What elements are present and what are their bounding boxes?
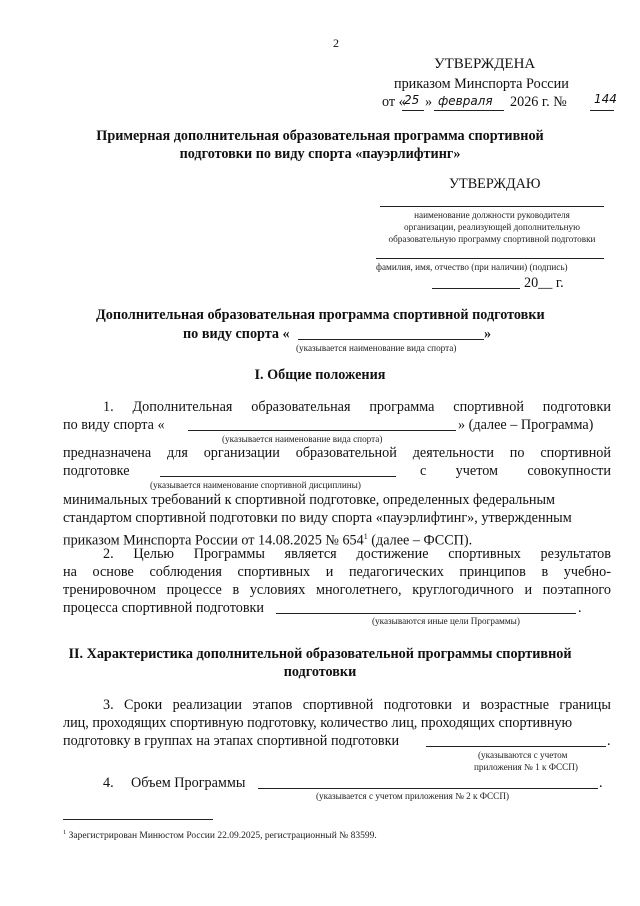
approval-date-line: от « 25 » февраля 2026 г. № 144 <box>382 92 617 110</box>
p4-caption: (указывается с учетом приложения № 2 к ФССП) <box>316 791 510 801</box>
caption-name-signature: фамилия, имя, отчество (при наличии) (подпись) <box>376 262 568 272</box>
footnote: $^1$ Зарегистрирован Минюстом России 22.09.2025, регистрационный № 83599. <box>63 829 377 842</box>
approval-order: приказом Минспорта России <box>394 76 569 92</box>
p4-text: Объем Программы <box>131 775 246 791</box>
p2-line3: тренировочном процессе в условиях многолетнего, круглогодичного и поэтапного <box>63 582 611 598</box>
p1-discipline-line <box>160 476 396 477</box>
p2-line2: на основе соблюдения спортивных и педагогических принципов в учебно- <box>63 564 611 580</box>
p1-line5: минимальных требований к спортивной подготовке, определенных федеральным <box>63 492 555 508</box>
p3-line3-prefix: подготовку в группах на этапах спортивной подготовки <box>63 733 400 749</box>
p1-line7: приказом Минспорта России от 14.08.2025 № $654^1$ (далее – ФССП). <box>63 532 473 549</box>
p1-caption-discipline: (указывается наименование спортивной дисциплины) <box>150 480 361 490</box>
p1-line2-suffix: » (далее – Программа) <box>458 417 594 433</box>
section2-title-line2: подготовки <box>283 664 357 680</box>
sport-name-line <box>298 339 484 340</box>
p1-line4-words: с учетом совокупности <box>420 463 611 479</box>
p1-line6: стандартом спортивной подготовки по виду спорта «пауэрлифтинг», утвержденным <box>63 510 572 526</box>
p2-line1: 2. Целью Программы является достижение спортивных результатов <box>103 546 611 562</box>
document-title-line2: подготовки по виду спорта «пауэрлифтинг» <box>179 146 461 162</box>
program-heading-suffix: » <box>484 326 492 342</box>
page-number: 2 <box>333 36 339 50</box>
caption-position-1: наименование должности руководителя <box>414 210 570 220</box>
p2-goals-line <box>276 613 576 614</box>
p3-line2: лиц, проходящих спортивную подготовку, количество лиц, проходящих спортивную <box>63 715 573 731</box>
p1-caption-sport: (указывается наименование вида спорта) <box>222 434 383 444</box>
name-line <box>376 258 604 259</box>
p1-line3: предназначена для организации образовательной деятельности по спортивной <box>63 445 611 461</box>
approve-header: УТВЕРЖДАЮ <box>449 176 541 192</box>
caption-position-2: организации, реализующей дополнительную <box>404 222 580 232</box>
approval-title: УТВЕРЖДЕНА <box>434 56 536 72</box>
p4-number: 4. <box>103 775 114 791</box>
p1-line2-prefix: по виду спорта « <box>63 417 165 433</box>
handwritten-month: февраля <box>438 94 493 108</box>
caption-position-3: образовательную программу спортивной подготовки <box>388 234 596 244</box>
handwritten-day: 25 <box>404 93 420 107</box>
p1-sport-line <box>188 430 456 431</box>
p1-line4-prefix: подготовке <box>63 463 130 479</box>
p1-line1: 1. Дополнительная образовательная программа спортивной подготовки <box>103 399 611 415</box>
section2-title-line1: II. Характеристика дополнительной образовательной программы спортивной <box>68 646 572 662</box>
caption-sport-name: (указывается наименование вида спорта) <box>296 343 457 353</box>
program-heading-prefix: по виду спорта « <box>183 326 290 342</box>
p2-line4-suffix: . <box>578 600 582 616</box>
document-title-line1: Примерная дополнительная образовательная программа спортивной <box>96 128 544 144</box>
footnote-separator <box>63 819 213 820</box>
p3-caption-1: (указываются с учетом <box>478 750 568 760</box>
handwritten-number: 144 <box>594 92 617 106</box>
p3-line1: 3. Сроки реализации этапов спортивной подготовки и возрастные границы <box>103 697 611 713</box>
footnote-ref: 1 <box>363 532 368 541</box>
p2-caption-goals: (указываются иные цели Программы) <box>372 616 520 626</box>
program-heading-line1: Дополнительная образовательная программа спортивной подготовки <box>96 307 545 323</box>
p3-caption-2: приложения № 1 к ФССП) <box>474 762 578 772</box>
approve-date: 20__ г. <box>524 275 564 291</box>
date-line <box>432 288 520 289</box>
p3-line3-suffix: . <box>607 733 611 749</box>
section1-title: I. Общие положения <box>254 367 386 383</box>
p4-fill-line <box>258 788 598 789</box>
p4-suffix: . <box>599 775 603 791</box>
position-line <box>380 206 604 207</box>
p3-fill-line <box>426 746 606 747</box>
p2-line4-prefix: процесса спортивной подготовки <box>63 600 265 616</box>
